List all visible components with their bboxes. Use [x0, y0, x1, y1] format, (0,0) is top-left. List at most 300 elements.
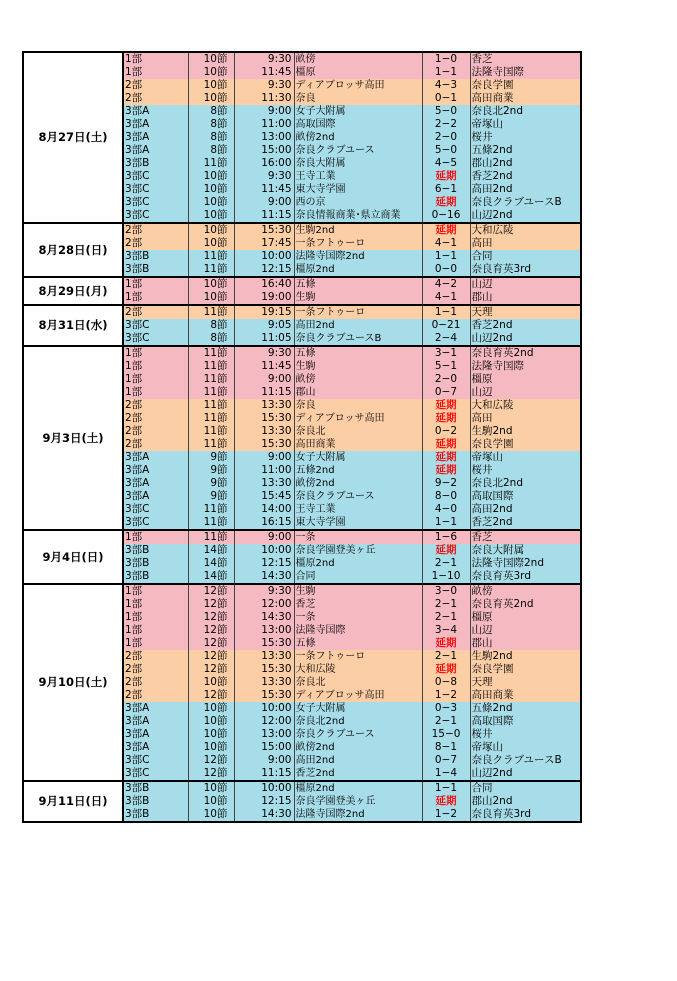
division-cell: 1部: [123, 624, 188, 637]
away-team-cell: 奈良北2nd: [470, 477, 581, 490]
score-cell: 3−4: [422, 624, 470, 637]
home-team-cell: 郡山: [294, 386, 422, 399]
division-cell: 3部B: [123, 544, 188, 557]
away-team-cell: 畝傍: [470, 584, 581, 598]
score-cell: 8−0: [422, 490, 470, 503]
matchday-cell: 12節: [188, 767, 234, 781]
division-cell: 3部A: [123, 451, 188, 464]
home-team-cell: 畝傍2nd: [294, 477, 422, 490]
division-cell: 3部C: [123, 767, 188, 781]
score-cell: 8−1: [422, 741, 470, 754]
kickoff-time-cell: 9:00: [234, 373, 294, 386]
home-team-cell: 法隆寺国際2nd: [294, 250, 422, 263]
matchday-cell: 10節: [188, 183, 234, 196]
score-cell: 延期: [422, 438, 470, 451]
matchday-cell: 9節: [188, 477, 234, 490]
matchday-cell: 10節: [188, 79, 234, 92]
schedule-body: [23, 52, 581, 822]
score-cell: 延期: [422, 412, 470, 425]
division-cell: 3部B: [123, 795, 188, 808]
home-team-cell: ディアブロッサ高田: [294, 79, 422, 92]
match-row: [23, 346, 581, 360]
match-date-cell: 9月3日(土): [23, 346, 123, 530]
kickoff-time-cell: 11:00: [234, 464, 294, 477]
matchday-cell: 10節: [188, 702, 234, 715]
away-team-cell: 奈良学園: [470, 663, 581, 676]
kickoff-time-cell: 10:00: [234, 250, 294, 263]
matchday-cell: 10節: [188, 291, 234, 305]
match-row: [23, 530, 581, 544]
matchday-cell: 10節: [188, 676, 234, 689]
home-team-cell: 女子大附属: [294, 702, 422, 715]
score-cell: 5−0: [422, 105, 470, 118]
division-cell: 3部B: [123, 157, 188, 170]
division-cell: 2部: [123, 92, 188, 105]
away-team-cell: 奈良クラブユースB: [470, 196, 581, 209]
kickoff-time-cell: 13:00: [234, 728, 294, 741]
away-team-cell: 奈良育英3rd: [470, 570, 581, 584]
match-date-cell: 9月10日(土): [23, 584, 123, 781]
matchday-cell: 9節: [188, 490, 234, 503]
kickoff-time-cell: 11:00: [234, 118, 294, 131]
kickoff-time-cell: 11:45: [234, 66, 294, 79]
kickoff-time-cell: 19:00: [234, 291, 294, 305]
division-cell: 3部C: [123, 516, 188, 530]
division-cell: 3部B: [123, 781, 188, 795]
score-cell: 4−3: [422, 79, 470, 92]
division-cell: 1部: [123, 598, 188, 611]
score-cell: 1−1: [422, 305, 470, 319]
away-team-cell: 天理: [470, 676, 581, 689]
matchday-cell: 14節: [188, 570, 234, 584]
kickoff-time-cell: 11:05: [234, 332, 294, 346]
kickoff-time-cell: 9:30: [234, 79, 294, 92]
division-cell: 3部C: [123, 754, 188, 767]
home-team-cell: 橿原2nd: [294, 557, 422, 570]
matchday-cell: 10節: [188, 781, 234, 795]
score-cell: 5−0: [422, 144, 470, 157]
home-team-cell: 東大寺学園: [294, 183, 422, 196]
kickoff-time-cell: 13:30: [234, 399, 294, 412]
away-team-cell: 高田: [470, 237, 581, 250]
home-team-cell: 高取国際: [294, 118, 422, 131]
matchday-cell: 12節: [188, 689, 234, 702]
score-cell: 1−1: [422, 250, 470, 263]
away-team-cell: 山辺: [470, 624, 581, 637]
score-cell: 1−6: [422, 530, 470, 544]
score-cell: 延期: [422, 170, 470, 183]
away-team-cell: 郡山2nd: [470, 795, 581, 808]
home-team-cell: 生駒: [294, 291, 422, 305]
match-date-cell: 8月27日(土): [23, 52, 123, 223]
division-cell: 1部: [123, 584, 188, 598]
home-team-cell: 香芝2nd: [294, 767, 422, 781]
division-cell: 1部: [123, 637, 188, 650]
away-team-cell: 大和広陵: [470, 223, 581, 237]
matchday-cell: 10節: [188, 808, 234, 822]
away-team-cell: 五條2nd: [470, 144, 581, 157]
away-team-cell: 法隆寺国際2nd: [470, 557, 581, 570]
home-team-cell: 高田商業: [294, 438, 422, 451]
division-cell: 1部: [123, 373, 188, 386]
matchday-cell: 8節: [188, 105, 234, 118]
home-team-cell: 奈良大附属: [294, 157, 422, 170]
away-team-cell: 奈良クラブユースB: [470, 754, 581, 767]
matchday-cell: 11節: [188, 250, 234, 263]
kickoff-time-cell: 9:30: [234, 170, 294, 183]
score-cell: 延期: [422, 544, 470, 557]
away-team-cell: 高田: [470, 412, 581, 425]
away-team-cell: 山辺: [470, 277, 581, 291]
away-team-cell: 香芝2nd: [470, 319, 581, 332]
score-cell: 9−2: [422, 477, 470, 490]
away-team-cell: 帝塚山: [470, 451, 581, 464]
matchday-cell: 10節: [188, 66, 234, 79]
home-team-cell: 橿原: [294, 66, 422, 79]
matchday-cell: 10節: [188, 795, 234, 808]
home-team-cell: 一条フトゥーロ: [294, 237, 422, 250]
away-team-cell: 奈良育英3rd: [470, 808, 581, 822]
score-cell: 2−0: [422, 373, 470, 386]
division-cell: 3部B: [123, 570, 188, 584]
matchday-cell: 11節: [188, 263, 234, 277]
match-row: [23, 223, 581, 237]
match-row: [23, 277, 581, 291]
home-team-cell: 奈良クラブユース: [294, 490, 422, 503]
match-date-cell: 8月29日(月): [23, 277, 123, 305]
away-team-cell: 桜井: [470, 728, 581, 741]
home-team-cell: 香芝: [294, 598, 422, 611]
away-team-cell: 五條2nd: [470, 702, 581, 715]
home-team-cell: 橿原2nd: [294, 263, 422, 277]
kickoff-time-cell: 9:00: [234, 451, 294, 464]
kickoff-time-cell: 13:30: [234, 676, 294, 689]
kickoff-time-cell: 9:30: [234, 584, 294, 598]
away-team-cell: 山辺2nd: [470, 332, 581, 346]
score-cell: 2−1: [422, 715, 470, 728]
division-cell: 2部: [123, 689, 188, 702]
kickoff-time-cell: 11:45: [234, 360, 294, 373]
score-cell: 2−1: [422, 557, 470, 570]
home-team-cell: 畝傍2nd: [294, 131, 422, 144]
score-cell: 1−4: [422, 767, 470, 781]
matchday-cell: 10節: [188, 52, 234, 66]
away-team-cell: 生駒2nd: [470, 425, 581, 438]
score-cell: 1−10: [422, 570, 470, 584]
score-cell: 0−7: [422, 754, 470, 767]
score-cell: 2−1: [422, 611, 470, 624]
score-cell: 3−1: [422, 346, 470, 360]
kickoff-time-cell: 19:15: [234, 305, 294, 319]
kickoff-time-cell: 12:00: [234, 598, 294, 611]
kickoff-time-cell: 9:00: [234, 105, 294, 118]
match-row: [23, 305, 581, 319]
division-cell: 2部: [123, 237, 188, 250]
home-team-cell: 法隆寺国際2nd: [294, 808, 422, 822]
division-cell: 3部B: [123, 263, 188, 277]
matchday-cell: 12節: [188, 598, 234, 611]
matchday-cell: 10節: [188, 170, 234, 183]
kickoff-time-cell: 13:00: [234, 131, 294, 144]
score-cell: 6−1: [422, 183, 470, 196]
score-cell: 1−1: [422, 66, 470, 79]
matchday-cell: 12節: [188, 584, 234, 598]
matchday-cell: 8節: [188, 332, 234, 346]
home-team-cell: 法隆寺国際: [294, 624, 422, 637]
home-team-cell: 奈良学園登美ヶ丘: [294, 795, 422, 808]
matchday-cell: 10節: [188, 92, 234, 105]
kickoff-time-cell: 11:30: [234, 92, 294, 105]
division-cell: 3部B: [123, 250, 188, 263]
matchday-cell: 10節: [188, 715, 234, 728]
home-team-cell: 奈良情報商業･県立商業: [294, 209, 422, 223]
kickoff-time-cell: 14:30: [234, 808, 294, 822]
kickoff-time-cell: 11:15: [234, 386, 294, 399]
away-team-cell: 郡山: [470, 291, 581, 305]
kickoff-time-cell: 17:45: [234, 237, 294, 250]
matchday-cell: 10節: [188, 728, 234, 741]
home-team-cell: 奈良クラブユース: [294, 728, 422, 741]
home-team-cell: 五條: [294, 346, 422, 360]
kickoff-time-cell: 15:30: [234, 637, 294, 650]
score-cell: 2−0: [422, 131, 470, 144]
score-cell: 4−2: [422, 277, 470, 291]
score-cell: 1−2: [422, 689, 470, 702]
kickoff-time-cell: 15:30: [234, 689, 294, 702]
score-cell: 1−0: [422, 52, 470, 66]
home-team-cell: 東大寺学園: [294, 516, 422, 530]
away-team-cell: 奈良学園: [470, 438, 581, 451]
kickoff-time-cell: 12:15: [234, 263, 294, 277]
division-cell: 1部: [123, 346, 188, 360]
score-cell: 15−0: [422, 728, 470, 741]
match-date-cell: 9月4日(日): [23, 530, 123, 584]
matchday-cell: 11節: [188, 503, 234, 516]
kickoff-time-cell: 13:30: [234, 650, 294, 663]
home-team-cell: 西の京: [294, 196, 422, 209]
matchday-cell: 12節: [188, 650, 234, 663]
division-cell: 3部C: [123, 183, 188, 196]
matchday-cell: 11節: [188, 373, 234, 386]
home-team-cell: ディアブロッサ高田: [294, 689, 422, 702]
home-team-cell: 王寺工業: [294, 503, 422, 516]
away-team-cell: 橿原: [470, 611, 581, 624]
matchday-cell: 8節: [188, 118, 234, 131]
division-cell: 3部C: [123, 319, 188, 332]
score-cell: 0−1: [422, 92, 470, 105]
home-team-cell: 王寺工業: [294, 170, 422, 183]
kickoff-time-cell: 11:15: [234, 209, 294, 223]
away-team-cell: 桜井: [470, 131, 581, 144]
away-team-cell: 香芝2nd: [470, 170, 581, 183]
matchday-cell: 12節: [188, 624, 234, 637]
away-team-cell: 高田商業: [470, 92, 581, 105]
matchday-cell: 11節: [188, 386, 234, 399]
away-team-cell: 高取国際: [470, 490, 581, 503]
home-team-cell: 五條2nd: [294, 464, 422, 477]
division-cell: 1部: [123, 66, 188, 79]
away-team-cell: 山辺2nd: [470, 767, 581, 781]
away-team-cell: 香芝: [470, 52, 581, 66]
home-team-cell: 一条: [294, 611, 422, 624]
division-cell: 2部: [123, 412, 188, 425]
division-cell: 3部A: [123, 702, 188, 715]
away-team-cell: 生駒2nd: [470, 650, 581, 663]
score-cell: 延期: [422, 795, 470, 808]
matchday-cell: 10節: [188, 277, 234, 291]
away-team-cell: 法隆寺国際: [470, 360, 581, 373]
kickoff-time-cell: 16:40: [234, 277, 294, 291]
kickoff-time-cell: 13:00: [234, 624, 294, 637]
division-cell: 2部: [123, 223, 188, 237]
kickoff-time-cell: 15:30: [234, 663, 294, 676]
matchday-cell: 9節: [188, 464, 234, 477]
kickoff-time-cell: 9:00: [234, 754, 294, 767]
home-team-cell: 奈良学園登美ヶ丘: [294, 544, 422, 557]
kickoff-time-cell: 10:00: [234, 702, 294, 715]
division-cell: 3部B: [123, 808, 188, 822]
away-team-cell: 郡山2nd: [470, 157, 581, 170]
division-cell: 3部A: [123, 118, 188, 131]
home-team-cell: 女子大附属: [294, 105, 422, 118]
kickoff-time-cell: 9:05: [234, 319, 294, 332]
score-cell: 延期: [422, 451, 470, 464]
away-team-cell: 香芝2nd: [470, 516, 581, 530]
division-cell: 1部: [123, 386, 188, 399]
home-team-cell: 奈良: [294, 92, 422, 105]
home-team-cell: 奈良北: [294, 425, 422, 438]
home-team-cell: 橿原2nd: [294, 781, 422, 795]
kickoff-time-cell: 14:00: [234, 503, 294, 516]
score-cell: 延期: [422, 399, 470, 412]
kickoff-time-cell: 15:00: [234, 144, 294, 157]
away-team-cell: 大和広陵: [470, 399, 581, 412]
kickoff-time-cell: 16:00: [234, 157, 294, 170]
score-cell: 0−7: [422, 386, 470, 399]
score-cell: 1−2: [422, 808, 470, 822]
away-team-cell: 奈良育英3rd: [470, 263, 581, 277]
score-cell: 0−8: [422, 676, 470, 689]
division-cell: 2部: [123, 676, 188, 689]
match-date-cell: 8月28日(日): [23, 223, 123, 277]
away-team-cell: 高田商業: [470, 689, 581, 702]
score-cell: 0−2: [422, 425, 470, 438]
division-cell: 2部: [123, 650, 188, 663]
kickoff-time-cell: 11:15: [234, 767, 294, 781]
division-cell: 2部: [123, 425, 188, 438]
matchday-cell: 11節: [188, 412, 234, 425]
kickoff-time-cell: 12:15: [234, 795, 294, 808]
division-cell: 3部A: [123, 477, 188, 490]
score-cell: 0−0: [422, 263, 470, 277]
away-team-cell: 奈良学園: [470, 79, 581, 92]
away-team-cell: 法隆寺国際: [470, 66, 581, 79]
matchday-cell: 10節: [188, 237, 234, 250]
home-team-cell: 奈良北2nd: [294, 715, 422, 728]
home-team-cell: 女子大附属: [294, 451, 422, 464]
home-team-cell: 畝傍: [294, 52, 422, 66]
away-team-cell: 奈良大附属: [470, 544, 581, 557]
score-cell: 延期: [422, 663, 470, 676]
division-cell: 3部A: [123, 741, 188, 754]
home-team-cell: 生駒2nd: [294, 223, 422, 237]
division-cell: 2部: [123, 399, 188, 412]
match-date-cell: 9月11日(日): [23, 781, 123, 822]
score-cell: 4−1: [422, 237, 470, 250]
home-team-cell: 一条フトゥーロ: [294, 650, 422, 663]
away-team-cell: 奈良北2nd: [470, 105, 581, 118]
kickoff-time-cell: 12:15: [234, 557, 294, 570]
division-cell: 2部: [123, 438, 188, 451]
matchday-cell: 10節: [188, 209, 234, 223]
kickoff-time-cell: 15:45: [234, 490, 294, 503]
home-team-cell: 一条フトゥーロ: [294, 305, 422, 319]
home-team-cell: 畝傍: [294, 373, 422, 386]
home-team-cell: ディアブロッサ高田: [294, 412, 422, 425]
kickoff-time-cell: 11:45: [234, 183, 294, 196]
matchday-cell: 8節: [188, 319, 234, 332]
home-team-cell: 畝傍2nd: [294, 741, 422, 754]
kickoff-time-cell: 15:30: [234, 223, 294, 237]
kickoff-time-cell: 12:00: [234, 715, 294, 728]
division-cell: 3部A: [123, 144, 188, 157]
home-team-cell: 高田2nd: [294, 319, 422, 332]
division-cell: 1部: [123, 52, 188, 66]
away-team-cell: 高取国際: [470, 715, 581, 728]
away-team-cell: 帝塚山: [470, 741, 581, 754]
division-cell: 1部: [123, 291, 188, 305]
away-team-cell: 高田2nd: [470, 183, 581, 196]
division-cell: 2部: [123, 663, 188, 676]
match-row: [23, 781, 581, 795]
score-cell: 0−21: [422, 319, 470, 332]
division-cell: 1部: [123, 360, 188, 373]
matchday-cell: 11節: [188, 360, 234, 373]
kickoff-time-cell: 13:30: [234, 425, 294, 438]
away-team-cell: 合同: [470, 781, 581, 795]
score-cell: 0−3: [422, 702, 470, 715]
away-team-cell: 山辺2nd: [470, 209, 581, 223]
matchday-cell: 12節: [188, 754, 234, 767]
score-cell: 延期: [422, 464, 470, 477]
away-team-cell: 合同: [470, 250, 581, 263]
score-cell: 2−4: [422, 332, 470, 346]
away-team-cell: 山辺: [470, 386, 581, 399]
matchday-cell: 8節: [188, 131, 234, 144]
division-cell: 3部C: [123, 196, 188, 209]
division-cell: 2部: [123, 305, 188, 319]
matchday-cell: 8節: [188, 144, 234, 157]
home-team-cell: 奈良クラブユースB: [294, 332, 422, 346]
score-cell: 2−2: [422, 118, 470, 131]
away-team-cell: 郡山: [470, 637, 581, 650]
kickoff-time-cell: 15:30: [234, 438, 294, 451]
matchday-cell: 10節: [188, 741, 234, 754]
home-team-cell: 奈良: [294, 399, 422, 412]
score-cell: 4−1: [422, 291, 470, 305]
away-team-cell: 帝塚山: [470, 118, 581, 131]
division-cell: 3部A: [123, 715, 188, 728]
matchday-cell: 12節: [188, 637, 234, 650]
kickoff-time-cell: 14:30: [234, 611, 294, 624]
matchday-cell: 9節: [188, 451, 234, 464]
score-cell: 延期: [422, 196, 470, 209]
score-cell: 1−1: [422, 781, 470, 795]
away-team-cell: 橿原: [470, 373, 581, 386]
score-cell: 5−1: [422, 360, 470, 373]
home-team-cell: 五條: [294, 277, 422, 291]
kickoff-time-cell: 14:30: [234, 570, 294, 584]
